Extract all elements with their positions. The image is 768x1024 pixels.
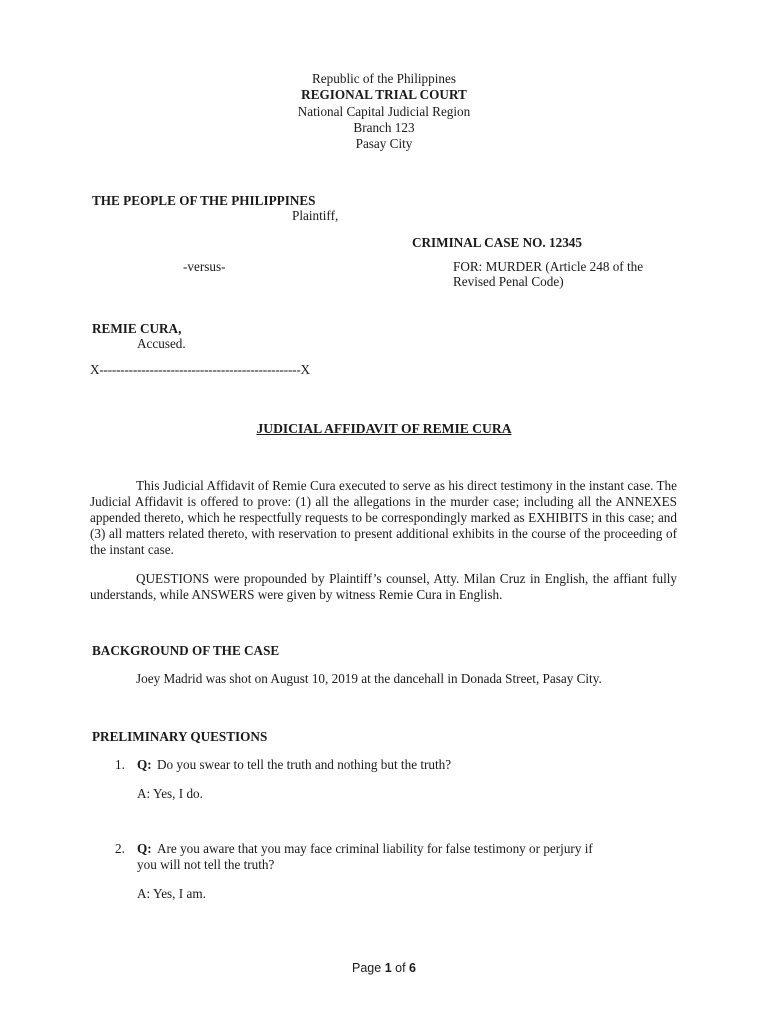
accused-role: Accused. [137, 336, 186, 351]
page-word: Page [352, 961, 382, 975]
background-text: Joey Madrid was shot on August 10, 2019 at the dancehall in Donada Street, Pasay City. [136, 671, 602, 686]
answer-text: A: Yes, I am. [137, 886, 206, 901]
answer-text: A: Yes, I do. [137, 786, 203, 801]
header-branch: Branch 123 [353, 120, 415, 135]
caption-divider: X------------------------------------------------X [90, 362, 310, 377]
header-city: Pasay City [355, 136, 413, 151]
background-heading: BACKGROUND OF THE CASE [92, 643, 280, 658]
question-text: Are you aware that you may face criminal liability for false testimony or perjury if [157, 841, 593, 856]
question-label: Q: [137, 841, 152, 856]
plaintiff-name: THE PEOPLE OF THE PHILIPPINES [92, 193, 316, 208]
versus-label: -versus- [183, 259, 226, 274]
document-title: JUDICIAL AFFIDAVIT OF REMIE CURA [256, 421, 512, 436]
question-number: 2. [115, 841, 125, 856]
question-label: Q: [137, 757, 152, 772]
charge-line-1: FOR: MURDER (Article 248 of the [453, 259, 644, 274]
header-republic: Republic of the Philippines [312, 71, 456, 86]
plaintiff-role: Plaintiff, [292, 208, 339, 223]
question-text-continued: you will not tell the truth? [137, 857, 275, 872]
header-court: REGIONAL TRIAL COURT [301, 87, 467, 102]
question-text: Do you swear to tell the truth and nothing but the truth? [157, 757, 452, 772]
header-region: National Capital Judicial Region [297, 104, 471, 119]
of-word: of [395, 961, 406, 975]
questions-paragraph: QUESTIONS were propounded by Plaintiff’s counsel, Atty. Milan Cruz in English, the affiant fully understands, while ANSWERS were given by witness Remie Cura in English. [90, 571, 677, 602]
intro-paragraph: This Judicial Affidavit of Remie Cura executed to serve as his direct testimony in the instant case. The Judicial Affidavit is offered to prove: (1) all the allegations in the murder case; including all the ANNEXES appended thereto, which he respectfully requests to be correspondingly marked as EXHIBITS in this case; and (3) all matters related thereto, with reservation to present additional exhibits in the course of the proceeding of the instant case. [90, 478, 677, 557]
page-number [0, 960, 768, 976]
charge-line-2: Revised Penal Code) [453, 274, 564, 289]
page-current: 1 [384, 961, 392, 975]
question-number: 1. [115, 757, 125, 772]
case-number: CRIMINAL CASE NO. 12345 [412, 235, 582, 250]
page-total: 6 [409, 961, 416, 975]
accused-name: REMIE CURA, [92, 321, 182, 336]
preliminary-heading: PRELIMINARY QUESTIONS [92, 729, 268, 744]
